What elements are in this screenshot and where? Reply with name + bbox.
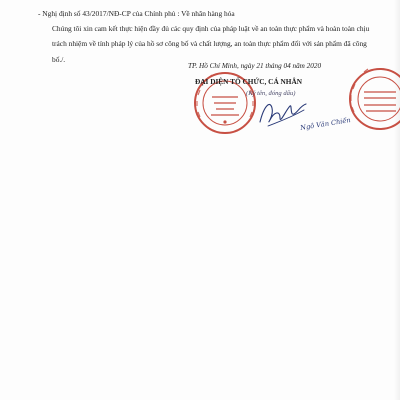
scan-edge-shadow <box>394 0 400 400</box>
signer-name: Ngô Văn Chiến <box>299 116 352 132</box>
commitment-paragraph: Chúng tôi xin cam kết thực hiện đầy đủ các quy định của pháp luật về an toàn thực phẩm và hoàn toàn chịu trách nhiệm về tính pháp lý của hồ sơ công bố và chất lượng, an toàn thực phẩm đối với sản phẩm đã công bố./. <box>52 24 370 64</box>
place-date-line: TP. Hồ Chí Minh, ngày 21 tháng 04 năm 2020 <box>188 62 322 70</box>
representative-title: ĐẠI DIỆN TỔ CHỨC, CÁ NHÂN <box>195 77 303 86</box>
partial-seal-icon <box>346 64 400 134</box>
document-body <box>38 6 378 67</box>
signature-instruction: (Ký tên, đóng dấu) <box>246 90 296 97</box>
decree-reference-line: - Nghị định số 43/2017/NĐ-CP của Chính phủ : Về nhãn hàng hóa <box>38 9 235 18</box>
